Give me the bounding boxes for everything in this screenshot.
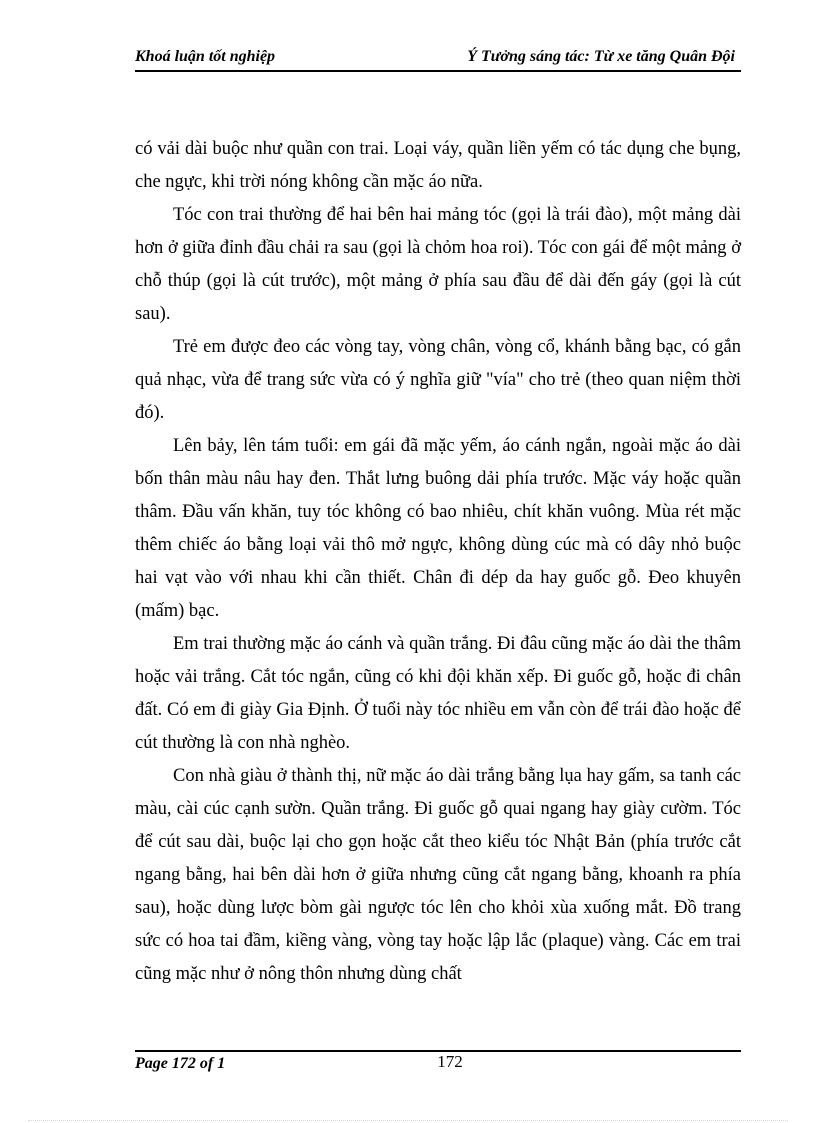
paragraph: Trẻ em được đeo các vòng tay, vòng chân, vòng cổ, khánh bằng bạc, có gắn quả nhạc, vừa để trang sức vừa có ý nghĩa giữ "vía" cho trẻ (theo quan niệm thời đó). <box>135 337 741 423</box>
document-body <box>135 133 741 991</box>
header-left-title: Khoá luận tốt nghiệp <box>135 48 276 65</box>
page-header <box>135 44 741 72</box>
footer-page-number: 172 <box>437 1052 463 1071</box>
paragraph: Tóc con trai thường để hai bên hai mảng tóc (gọi là trái đào), một mảng dài hơn ở giữa đỉnh đầu chải ra sau (gọi là chỏm hoa roi). Tóc con gái để một mảng ở chỗ thúp (gọi là cút trước), một mảng ở phía sau đầu để dài đến gáy (gọi là cút sau). <box>135 205 741 324</box>
header-right-title: Ý Tưởng sáng tác: Từ xe tăng Quân Đội <box>467 48 735 65</box>
paragraph: Lên bảy, lên tám tuổi: em gái đã mặc yếm, áo cánh ngắn, ngoài mặc áo dài bốn thân màu nâu hay đen. Thắt lưng buông dải phía trước. Mặc váy hoặc quần thâm. Đầu vấn khăn, tuy tóc không có bao nhiêu, chít khăn vuông. Mùa rét mặc thêm chiếc áo bằng loại vải thô mở ngực, không dùng cúc mà có dây nhỏ buộc hai vạt vào với nhau khi cần thiết. Chân đi dép da hay guốc gỗ. Đeo khuyên (mấm) bạc. <box>135 436 741 621</box>
paragraph: Con nhà giàu ở thành thị, nữ mặc áo dài trắng bằng lụa hay gấm, sa tanh các màu, cài cúc cạnh sườn. Quần trắng. Đi guốc gỗ quai ngang hay giày cườm. Tóc để cút sau dài, buộc lại cho gọn hoặc cắt theo kiểu tóc Nhật Bản (phía trước cắt ngang bằng, hai bên dài hơn ở giữa nhưng cũng cắt ngang bằng, khoanh ra phía sau), hoặc dùng lược bòm gài ngược tóc lên cho khỏi xùa xuống mắt. Đồ trang sức có hoa tai đầm, kiềng vàng, vòng tay hoặc lập lắc (plaque) vàng. Các em trai cũng mặc như ở nông thôn nhưng dùng chất <box>135 766 741 984</box>
paragraph: Em trai thường mặc áo cánh và quần trắng. Đi đâu cũng mặc áo dài the thâm hoặc vải trắng. Cắt tóc ngắn, cũng có khi đội khăn xếp. Đi guốc gỗ, hoặc đi chân đất. Có em đi giày Gia Định. Ở tuổi này tóc nhiều em vẫn còn để trái đào hoặc để cút thường là con nhà nghèo. <box>135 634 741 753</box>
paragraph: có vải dài buộc như quần con trai. Loại váy, quần liền yếm có tác dụng che bụng, che ngực, khi trời nóng không cần mặc áo nữa. <box>135 139 741 192</box>
footer-page-label: Page 172 of 1 <box>135 1055 226 1072</box>
page-edge-divider <box>28 1120 788 1121</box>
